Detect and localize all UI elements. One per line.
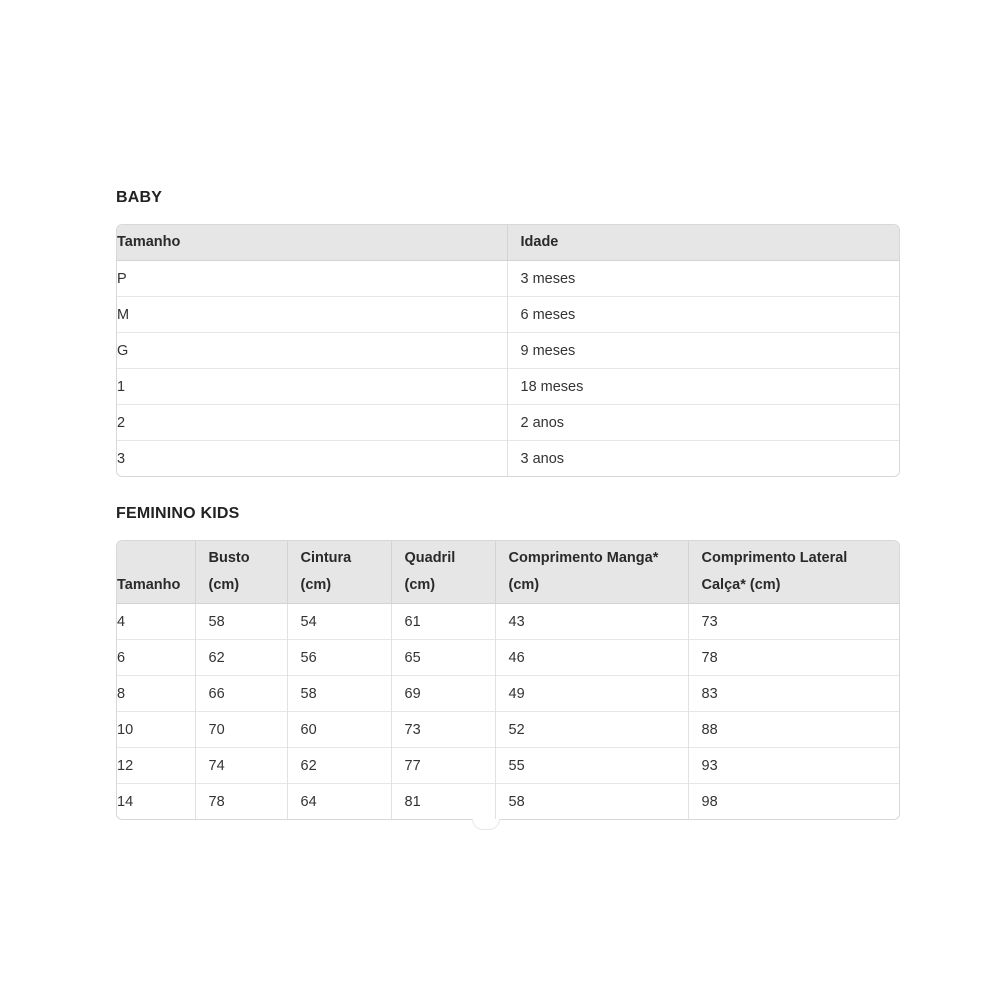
feminino-kids-section-title: FEMININO KIDS: [116, 505, 240, 522]
header-tamanho: [117, 541, 195, 604]
cell-idade: 18 meses: [507, 369, 899, 405]
cell-comprimento-manga: 55: [495, 748, 688, 784]
header-comprimento-lateral-calca: [688, 541, 899, 604]
table-header-row: [117, 541, 899, 604]
table-row: [117, 640, 899, 676]
cell-comprimento-lateral-calca: 83: [688, 676, 899, 712]
header-unit: (cm): [508, 577, 540, 593]
cell-comprimento-lateral-calca: 78: [688, 640, 899, 676]
table-header-row: [117, 225, 899, 261]
cell-quadril: 81: [391, 784, 495, 820]
header-unit: Calça* (cm): [701, 577, 781, 593]
table-row: [117, 784, 899, 820]
cell-idade: 6 meses: [507, 297, 899, 333]
cell-busto: 74: [195, 748, 287, 784]
cell-tamanho: 2: [117, 405, 507, 441]
cell-comprimento-manga: 49: [495, 676, 688, 712]
table-row: [117, 369, 899, 405]
header-comprimento-manga: [495, 541, 688, 604]
cell-quadril: 73: [391, 712, 495, 748]
cell-cintura: 62: [287, 748, 391, 784]
header-tamanho: Tamanho: [117, 225, 507, 261]
header-line: Tamanho: [117, 577, 181, 593]
header-line: Comprimento Manga*: [508, 550, 659, 566]
cell-tamanho: 4: [117, 604, 195, 640]
cell-idade: 9 meses: [507, 333, 899, 369]
table-row: [117, 676, 899, 712]
header-unit: (cm): [208, 577, 240, 593]
table-row: [117, 297, 899, 333]
cell-idade: 3 meses: [520, 270, 576, 287]
cell-busto: 66: [195, 676, 287, 712]
cell-idade: 2 anos: [507, 405, 899, 441]
header-line: Quadril: [404, 550, 456, 566]
cell-busto: 62: [195, 640, 287, 676]
header-unit: (cm): [300, 577, 332, 593]
cell-tamanho: 1: [117, 369, 507, 405]
cell-tamanho: 14: [117, 784, 195, 820]
header-unit: (cm): [404, 577, 436, 593]
header-cintura: [287, 541, 391, 604]
cell-tamanho: P: [117, 261, 507, 297]
header-idade: Idade: [507, 225, 899, 261]
cell-quadril: 65: [391, 640, 495, 676]
feminino-kids-size-table-container: [116, 540, 900, 820]
cell-cintura: 58: [287, 676, 391, 712]
cell-quadril: 61: [391, 604, 495, 640]
header-busto: [195, 541, 287, 604]
cell-busto: 58: [195, 604, 287, 640]
header-line: Busto: [208, 550, 250, 566]
table-row: [117, 261, 899, 297]
cell-tamanho: G: [117, 333, 507, 369]
cell-comprimento-manga: 43: [495, 604, 688, 640]
baby-size-table-container: [116, 224, 900, 477]
cell-quadril: 69: [391, 676, 495, 712]
cell-comprimento-lateral-calca: 73: [701, 613, 718, 630]
baby-section-title: BABY: [116, 189, 163, 206]
cell-cintura: 56: [287, 640, 391, 676]
table-row: [117, 333, 899, 369]
table-row: [117, 748, 899, 784]
cell-tamanho: 6: [117, 640, 195, 676]
cell-tamanho: 10: [117, 712, 195, 748]
cell-idade: 3 anos: [507, 441, 899, 477]
cell-comprimento-lateral-calca: 88: [688, 712, 899, 748]
cell-comprimento-manga: 58: [495, 784, 688, 820]
table-row: [117, 712, 899, 748]
table-row: [117, 441, 899, 477]
cell-busto: 78: [195, 784, 287, 820]
cell-busto: 70: [195, 712, 287, 748]
cell-tamanho: 8: [117, 676, 195, 712]
header-line: Cintura: [300, 550, 352, 566]
cell-comprimento-manga: 46: [495, 640, 688, 676]
cell-comprimento-lateral-calca: 98: [688, 784, 899, 820]
cell-tamanho: M: [117, 297, 507, 333]
cell-quadril: 77: [391, 748, 495, 784]
scroll-indicator[interactable]: [472, 819, 500, 830]
cell-comprimento-lateral-calca: 93: [688, 748, 899, 784]
cell-tamanho: 3: [117, 441, 507, 477]
table-row: [117, 405, 899, 441]
cell-cintura: 64: [287, 784, 391, 820]
cell-tamanho: 12: [117, 748, 195, 784]
header-line: Comprimento Lateral: [701, 550, 848, 566]
cell-cintura: 60: [287, 712, 391, 748]
baby-size-table: [117, 225, 899, 476]
cell-comprimento-manga: 52: [495, 712, 688, 748]
feminino-kids-size-table: [117, 541, 899, 819]
header-quadril: [391, 541, 495, 604]
table-row: [117, 604, 899, 640]
cell-cintura: 54: [287, 604, 391, 640]
